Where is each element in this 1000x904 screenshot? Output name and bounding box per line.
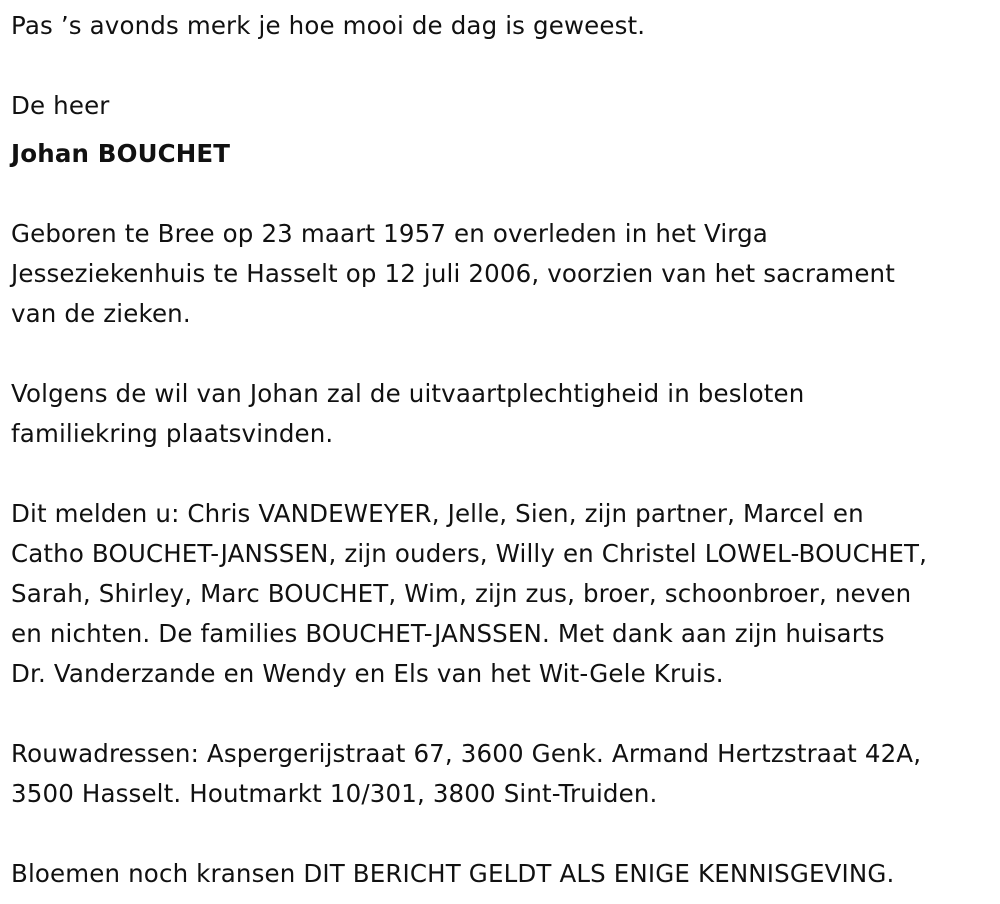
announcers-line-3: Sarah, Shirley, Marc BOUCHET, Wim, zijn zus, broer, schoonbroer, neven xyxy=(11,579,912,608)
announcers-line-1: Dit melden u: Chris VANDEWEYER, Jelle, Sien, zijn partner, Marcel en xyxy=(11,499,864,528)
announcers-line-2: Catho BOUCHET-JANSSEN, zijn ouders, Willy en Christel LOWEL-BOUCHET, xyxy=(11,539,928,568)
salutation-text: De heer xyxy=(11,91,110,120)
birth-death-line-3: van de zieken. xyxy=(11,299,191,328)
deceased-name: Johan BOUCHET xyxy=(11,139,231,168)
closing-text: Bloemen noch kransen DIT BERICHT GELDT ALS ENIGE KENNISGEVING. xyxy=(11,859,895,888)
birth-death-line-2: Jesseziekenhuis te Hasselt op 12 juli 2006, voorzien van het sacrament xyxy=(11,259,895,288)
motto-text: Pas ’s avonds merk je hoe mooi de dag is geweest. xyxy=(11,11,646,40)
birth-death-line-1: Geboren te Bree op 23 maart 1957 en overleden in het Virga xyxy=(11,219,768,248)
announcers-line-4: en nichten. De families BOUCHET-JANSSEN. Met dank aan zijn huisarts xyxy=(11,619,885,648)
funeral-line-1: Volgens de wil van Johan zal de uitvaartplechtigheid in besloten xyxy=(11,379,805,408)
funeral-line-2: familiekring plaatsvinden. xyxy=(11,419,334,448)
addresses-line-1: Rouwadressen: Aspergerijstraat 67, 3600 Genk. Armand Hertzstraat 42A, xyxy=(11,739,922,768)
announcers-line-5: Dr. Vanderzande en Wendy en Els van het Wit-Gele Kruis. xyxy=(11,659,724,688)
addresses-line-2: 3500 Hasselt. Houtmarkt 10/301, 3800 Sint-Truiden. xyxy=(11,779,658,808)
